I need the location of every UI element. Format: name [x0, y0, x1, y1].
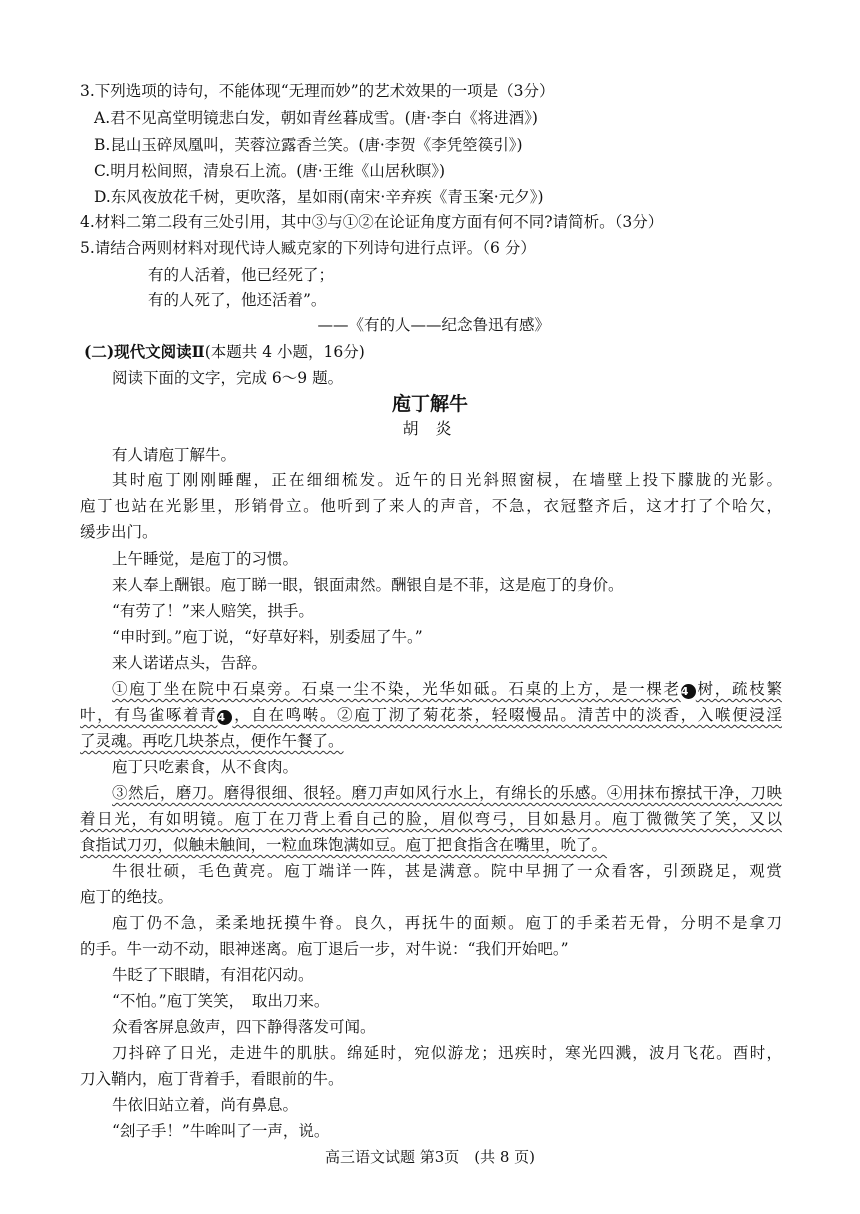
- poem-source: ——《有的人——纪念鲁迅有感》: [317, 316, 550, 334]
- underlined-text: 刀映: [750, 784, 782, 802]
- paragraph-11-line-2: 庖丁的绝技。: [80, 888, 174, 906]
- paragraph-7: 来人诺诺点头，告辞。: [112, 654, 268, 672]
- underlined-text: ③然后，磨刀。磨得很细、很轻。磨刀声如风行水上，有绵长的乐感。④用抹布擦拭干净，: [112, 784, 751, 802]
- paragraph-8-line-1: [112, 678, 782, 700]
- section-heading: [84, 341, 365, 363]
- underlined-text: ，自在鸣啭。②庖丁沏了菊花茶，轻啜慢品。清苦中的淡香，入喉便浸淫: [232, 706, 782, 724]
- underlined-text: 着日光，有如明镜。庖丁在刀背上看自己的脸，眉似弯弓，目如悬月。庖丁微微笑了笑，又以: [80, 810, 782, 828]
- underlined-text: 食指试刀刃，似触未触间，一粒血珠饱满如豆。庖丁把食指含在嘴里，吮了。: [80, 836, 608, 854]
- illegible-char-marker: 4: [681, 684, 696, 699]
- paragraph-15: 众看客屏息敛声，四下静得落发可闻。: [112, 1018, 376, 1036]
- section-heading-label: (二)现代文阅读Ⅱ: [84, 342, 205, 361]
- poem-line-2: 有的人死了，他还活着”。: [148, 291, 327, 309]
- paragraph-10-line-1: [112, 782, 782, 804]
- paragraph-9: 庖丁只吃素食，从不食肉。: [112, 758, 299, 776]
- paragraph-2-line-3: 缓步出门。: [80, 523, 158, 541]
- page-footer: 高三语文试题 第3页 (共 8 页): [324, 1148, 536, 1166]
- paragraph-6: “申时到。”庖丁说，“好草好料，别委屈了牛。”: [112, 628, 423, 646]
- paragraph-1: 有人请庖丁解牛。: [112, 446, 237, 464]
- article-author: 胡 炎: [402, 419, 458, 438]
- paragraph-2-line-1: 其时庖丁刚刚睡醒，正在细细梳发。近午的日光斜照窗棂，在墙壁上投下朦胧的光影。: [112, 471, 782, 489]
- question-4: 4.材料二第二段有三处引用，其中③与①②在论证角度方面有何不同?请简析。（3分）: [80, 213, 664, 231]
- paragraph-17: 牛依旧站立着，尚有鼻息。: [112, 1096, 299, 1114]
- paragraph-3: 上午睡觉，是庖丁的习惯。: [112, 550, 299, 568]
- paragraph-8-line-3: [80, 730, 782, 752]
- article-title: 庖丁解牛: [391, 393, 468, 415]
- paragraph-4: 来人奉上酬银。庖丁睇一眼，银面肃然。酬银自是不菲，这是庖丁的身价。: [112, 576, 624, 594]
- paragraph-18: “刽子手！”牛哞叫了一声，说。: [112, 1122, 330, 1140]
- paragraph-10-line-2: [80, 808, 782, 830]
- section-heading-note: (本题共 4 小题，16分): [204, 343, 365, 361]
- section-instruction: 阅读下面的文字，完成 6～9 题。: [112, 369, 344, 387]
- poem-line-1: 有的人活着，他已经死了；: [148, 266, 335, 284]
- question-3-option-b: B.昆山玉碎凤凰叫，芙蓉泣露香兰笑。(唐·李贺《李凭箜篌引》): [94, 136, 523, 154]
- illegible-char-marker: 4: [217, 710, 232, 725]
- paragraph-16-line-1: 刀抖碎了日光，走进牛的肌肤。绵延时，宛似游龙；迅疾时，寒光四溅，波月飞花。酉时，: [112, 1044, 782, 1062]
- paragraph-11-line-1: 牛很壮硕，毛色黄亮。庖丁端详一阵，甚是满意。院中早拥了一众看客，引颈跷足，观赏: [112, 862, 782, 880]
- underlined-text: 树，疏枝繁: [695, 680, 782, 698]
- question-3-stem: 3.下列选项的诗句，不能体现“无理而妙”的艺术效果的一项是（3分）: [80, 82, 555, 100]
- question-3-option-c: C.明月松间照，清泉石上流。(唐·王维《山居秋暝》): [94, 162, 446, 180]
- paragraph-16-line-2: 刀入鞘内，庖丁背着手，看眼前的牛。: [80, 1070, 344, 1088]
- paragraph-12-line-1: 庖丁仍不急，柔柔地抚摸牛脊。良久，再抚牛的面颊。庖丁的手柔若无骨，分明不是拿刀: [112, 914, 782, 932]
- paragraph-14: “不怕。”庖丁笑笑， 取出刀来。: [112, 992, 330, 1010]
- question-3-option-a: A.君不见高堂明镜悲白发，朝如青丝暮成雪。(唐·李白《将进酒》): [94, 109, 538, 127]
- question-5: 5.请结合两则材料对现代诗人臧克家的下列诗句进行点评。（6 分）: [80, 239, 536, 257]
- paragraph-8-line-2: [80, 704, 782, 726]
- paragraph-2-line-2: 庖丁也站在光影里，形销骨立。他听到了来人的声音，不急，衣冠整齐后，这才打了个哈欠，: [80, 497, 782, 515]
- underlined-text: 了灵魂。再吃几块茶点，便作午餐了。: [80, 732, 344, 750]
- paragraph-5: “有劳了！”来人赔笑，拱手。: [112, 602, 314, 620]
- question-3-option-d: D.东风夜放花千树，更吹落，星如雨(南宋·辛弃疾《青玉案·元夕》): [94, 188, 544, 206]
- paragraph-13: 牛眨了下眼睛，有泪花闪动。: [112, 966, 314, 984]
- underlined-text: 叶，有鸟雀啄着青: [80, 706, 218, 724]
- paragraph-12-line-2: 的手。牛一动不动，眼神迷离。庖丁退后一步，对牛说：“我们开始吧。”: [80, 940, 569, 958]
- underlined-text: ①庖丁坐在院中石桌旁。石桌一尘不染，光华如砥。石桌的上方，是一棵老: [112, 680, 681, 698]
- paragraph-10-line-3: [80, 834, 782, 856]
